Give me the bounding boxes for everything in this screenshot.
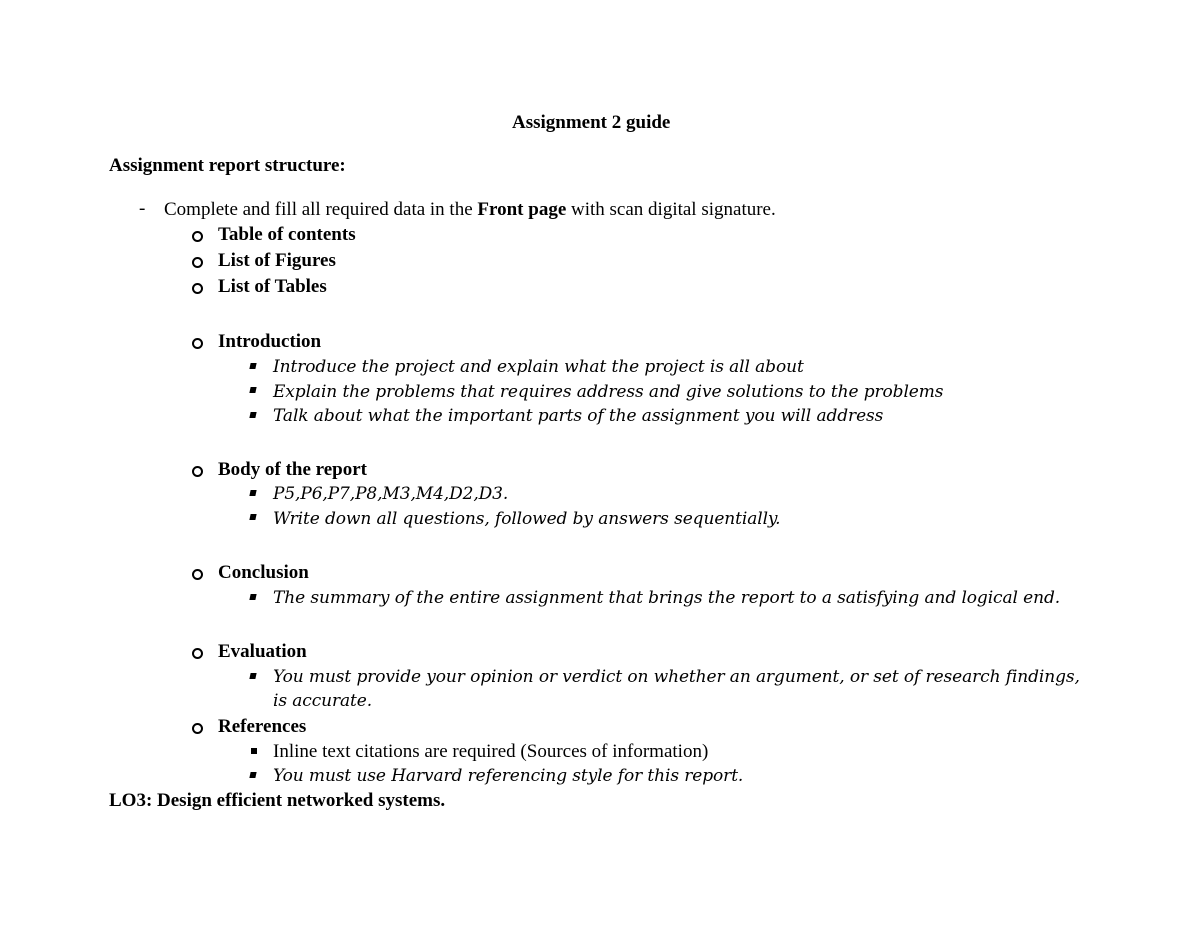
square-bullet-icon	[249, 594, 256, 600]
square-bullet-icon	[249, 673, 256, 679]
circle-bullet-icon	[192, 338, 203, 349]
front-page-text-bold: Front page	[477, 199, 567, 220]
square-bullet-icon	[249, 514, 256, 520]
dash-marker: -	[139, 198, 146, 219]
section-references-heading: References	[218, 716, 307, 737]
references-item: You must use Harvard referencing style for this report.	[273, 766, 744, 786]
front-page-text-before: Complete and fill all required data in the	[164, 199, 478, 220]
evaluation-item-line1: You must provide your opinion or verdict on whether an argument, or set of research findings,	[273, 667, 1080, 687]
body-item: P5,P6,P7,P8,M3,M4,D2,D3.	[273, 484, 509, 504]
square-bullet-icon	[249, 387, 256, 393]
square-bullet-icon	[249, 772, 256, 778]
front-page-instruction	[164, 198, 776, 222]
structure-heading: Assignment report structure:	[109, 155, 346, 176]
square-bullet-icon	[249, 490, 256, 496]
lo3-heading: LO3: Design efficient networked systems.	[109, 790, 446, 811]
circle-bullet-icon	[192, 257, 203, 268]
section-conclusion-heading: Conclusion	[218, 562, 309, 583]
circle-bullet-icon	[192, 723, 203, 734]
section-toc: Table of contents	[218, 224, 356, 245]
evaluation-item-line2: is accurate.	[273, 691, 373, 711]
circle-bullet-icon	[192, 569, 203, 580]
circle-bullet-icon	[192, 648, 203, 659]
square-bullet-icon	[249, 363, 256, 369]
references-item: Inline text citations are required (Sources of information)	[273, 741, 709, 762]
section-body-heading: Body of the report	[218, 459, 367, 480]
introduction-item: Explain the problems that requires address and give solutions to the problems	[273, 382, 944, 402]
square-bullet-icon	[249, 412, 256, 418]
introduction-item: Talk about what the important parts of the assignment you will address	[273, 406, 884, 426]
conclusion-item: The summary of the entire assignment that brings the report to a satisfying and logical end.	[273, 588, 1061, 608]
page-title: Assignment 2 guide	[512, 112, 671, 133]
body-item: Write down all questions, followed by answers sequentially.	[273, 509, 781, 529]
section-evaluation-heading: Evaluation	[218, 641, 307, 662]
introduction-item: Introduce the project and explain what the project is all about	[273, 357, 804, 377]
section-figures: List of Figures	[218, 250, 336, 271]
section-introduction-heading: Introduction	[218, 331, 322, 352]
section-tables: List of Tables	[218, 276, 327, 297]
circle-bullet-icon	[192, 231, 203, 242]
front-page-text-after: with scan digital signature.	[566, 199, 776, 220]
circle-bullet-icon	[192, 283, 203, 294]
square-bullet-icon	[251, 748, 257, 754]
circle-bullet-icon	[192, 466, 203, 477]
